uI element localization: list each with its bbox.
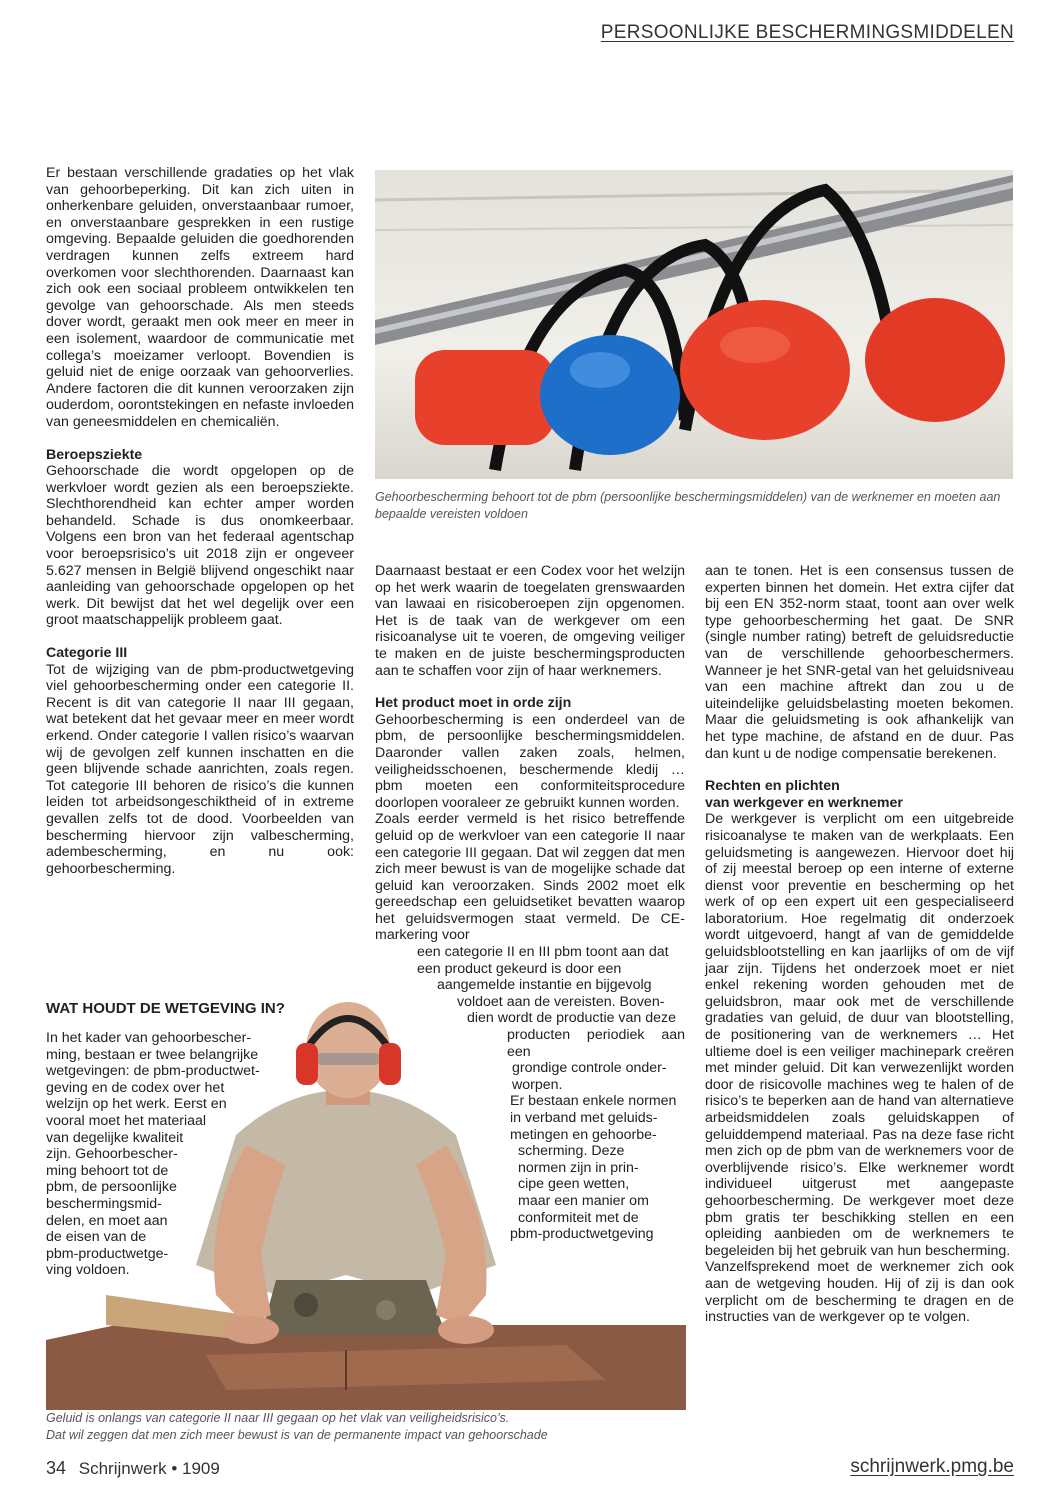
heading-rechten-1: Rechten en plichten xyxy=(705,778,840,795)
earmuff-red-icon xyxy=(865,298,1005,422)
product-line: aangemelde instantie en bijgevolg xyxy=(437,977,652,994)
wetgeving-line: vooral moet het materiaal xyxy=(46,1112,207,1129)
heading-categorie: Categorie III xyxy=(46,645,128,662)
product-line: normen zijn in prin- xyxy=(518,1159,639,1176)
wetgeving-line: beschermingsmid- xyxy=(46,1195,162,1212)
product-line: een categorie II en III pbm toont aan dat xyxy=(417,944,669,961)
wetgeving-text xyxy=(46,1030,282,1279)
product-line: maar een manier om xyxy=(518,1192,649,1209)
wetgeving-line: de eisen van de xyxy=(46,1229,147,1246)
wetgeving-line: van degelijke kwaliteit xyxy=(46,1129,184,1146)
wetgeving-line: ming, bestaan er twee belangrijke xyxy=(46,1046,259,1063)
column-left xyxy=(46,165,354,877)
product-line: in verband met geluids- xyxy=(510,1110,658,1126)
wetgeving-line: In het kader van gehoorbescher- xyxy=(46,1030,252,1046)
product-line: grondige controle onder- xyxy=(512,1060,667,1077)
wetgeving-line: wetgevingen: de pbm-productwet- xyxy=(46,1063,260,1080)
website-link[interactable]: schrijnwerk.pmg.be xyxy=(850,1456,1014,1477)
wetgeving-line: pbm, de persoonlijke xyxy=(46,1179,177,1196)
product-line: conformiteit met de xyxy=(518,1209,639,1226)
paragraph-beroepsziekte: Gehoorschade die wordt opgelopen op de werkvloer wordt gezien als een beroepsziekte. Slechthorendheid kan echter amper worden behandeld. Schade is dus onomkeerbaar. Volgens een bron van het federaal agentschap voor beroepsrisico’s uit 2018 zijn er ongeveer 5.627 mensen in België blijvend ongeschikt naar aanleiding van gehoorschade opgelopen op het werk. Dit bewijst dat het wel degelijk over een groot maatschappelijk probleem gaat. xyxy=(46,463,354,629)
earmuff-red-icon xyxy=(415,350,555,445)
product-line: scherming. Deze xyxy=(518,1143,625,1160)
product-line: voldoet aan de vereisten. Boven- xyxy=(457,993,665,1010)
paragraph-rechten: De werkgever is verplicht om een uitgebreide risicoanalyse te maken van de werkplaats. Een geluidsmeting is aangewezen. Hiervoor doet hij of zij meestal beroep op een interne of externe dienst voor preventie en bescherming op het werk of op een expert uit een gespecialiseerd laboratorium. Hoe regelmatig dit onderzoek wordt uitgevoerd, hangt af van de gemiddelde geluidsblootstelling en kan jaarlijks of om de vijf jaar zijn. Tijdens het onderzoek moet er niet enkel rekening worden gehouden met de geluidsbron, maar ook met de verschillende gradaties van geluid, de duur van blootstelling, de positionering van de werknemers … Het ultieme doel is een veiliger machinepark creëren met minder geluid. Dit kan verwezenlijkt worden door de risicovolle machines weg te halen of de risico’s te beperken aan de hand van alternatieve arbeidsmiddelen zoals geluidskappen of geluiddempend materiaal. Pas na deze fase richt men zich op de pbm van de werknemers voor de overblijvende risico’s. Elke werknemer wordt individueel uitgerust met aangepaste gehoorbescherming. De werkgever moet deze pbm gratis ter beschikking stellen en een opleiding aanbieden om de werknemers te begeleiden bij het gebruik van hun bescherming. xyxy=(705,811,1014,1259)
product-line: cipe geen wetten, xyxy=(518,1176,630,1193)
paragraph-product: Gehoorbescherming is een onderdeel van de pbm, de persoonlijke beschermingsmiddelen. Daaronder vallen zaken zoals, helmen, veiligheidsschoenen, beschermende kledij … pbm moeten een conformiteitsprocedure doorlopen vooraleer ze gebruikt kunnen worden. xyxy=(375,711,685,811)
paragraph-product-2: Zoals eerder vermeld is het risico betreffende geluid op de werkvloer van een categorie II naar een categorie III gegaan. Dat wil zeggen dat men zich meer bewust is van de mogelijke schade dat geluid kan veroorzaken. Sinds 2002 moet elk gereedschap een geluidsetiket bevatten waarop het geluidsvermogen staat vermeld. De CE-markering voor xyxy=(375,811,685,944)
footer-left xyxy=(46,1458,220,1479)
wetgeving-line: ving voldoen. xyxy=(46,1262,130,1279)
wetgeving-line: delen, en moet aan xyxy=(46,1212,168,1229)
column-middle xyxy=(375,563,685,1243)
wetgeving-line: zijn. Gehoorbescher- xyxy=(46,1146,178,1163)
paragraph-codex: Daarnaast bestaat er een Codex voor het welzijn op het werk waarin de toegelaten grenswaarden van lawaai en risicoberoepen zijn opgenomen. Het is de taak van de werkgever om een risicoanalyse uit te voeren, de omgeving veiliger te maken en de juiste beschermingsproducten aan te schaffen voor zijn of haar werknemers. xyxy=(375,563,685,679)
section-header: PERSOONLIJKE BESCHERMINGSMIDDELEN xyxy=(600,22,1014,43)
wetgeving-line: geving en de codex over het xyxy=(46,1079,225,1096)
product-line: worpen. xyxy=(512,1076,563,1093)
product-line: dien wordt de productie van deze xyxy=(467,1010,677,1027)
wetgeving-line: ming behoort tot de xyxy=(46,1162,169,1179)
paragraph-snr: aan te tonen. Het is een consensus tussen de experten binnen het domein. Het extra cijfer dat bij een EN 352-norm staat, toont aan over welk type gehoorbescherming het gaat. De SNR (single number rating) betreft de geluidsreductie van de verschillende gehoorbeschermers. Wanneer je het SNR-getal van het geluidsniveau van een machine aftrekt dan zou u de uiteindelijke geluidsbelasting moeten bekomen. Maar die geluidsmeting is ook afhankelijk van het type machine, de afstand en de duur. Pas dan kunt u de nodige compensatie berekenen. xyxy=(705,563,1014,762)
caption-bottom-line: Dat wil zeggen dat men zich meer bewust is van de permanente impact van gehoorschade xyxy=(46,1428,548,1442)
heading-product: Het product moet in orde zijn xyxy=(375,695,572,712)
paragraph-categorie: Tot de wijziging van de pbm-productwetgeving viel gehoorbescherming onder een categorie II. Recent is dit van categorie II naar III gegaan, wat betekent dat het gevaar meer en meer wordt erkend. Onder categorie I vallen risico’s waarvan wij de gevolgen zelf kunnen inschatten en die geen blijvende schade aanrichten, zoals regen. Tot categorie III behoren de risico’s die kunnen leiden tot arbeidsongeschiktheid of in extreme gevallen zelfs tot de dood. Voorbeelden van bescherming hiervoor zijn valbescherming, adembescherming, en nu ook: gehoorbescherming. xyxy=(46,661,354,877)
product-line: producten periodiek aan een xyxy=(507,1027,685,1060)
column-right xyxy=(705,563,1014,1326)
magazine-issue: Schrijnwerk • 1909 xyxy=(78,1459,220,1478)
product-line: een product gekeurd is door een xyxy=(417,960,622,977)
product-line: metingen en gehoorbe- xyxy=(510,1126,657,1143)
earmuff-left-icon xyxy=(296,1043,318,1085)
wetgeving-line: welzijn op het werk. Eerst en xyxy=(46,1096,227,1113)
earmuff-red-icon xyxy=(680,300,850,440)
paragraph-rechten-2: Vanzelfsprekend moet de werknemer zich ook aan de wetgeving houden. Hij of zij is dan ook verplicht om de bescherming te dragen en de instructies van de werkgever op te volgen. xyxy=(705,1259,1014,1326)
earmuffs-photo xyxy=(375,170,1013,479)
page-number: 34 xyxy=(46,1458,67,1478)
intro-paragraph: Er bestaan verschillende gradaties op het vlak van gehoorbeperking. Dit kan zich uiten in onherkenbare geluiden, onverstaanbaar rumoer, en onverstaanbare gesprekken in een rustige omgeving. Bepaalde geluiden die goedhorenden verdragen kunnen zelfs extreem hard overkomen voor slechthorenden. Daarnaast kan zich ook een sociaal probleem ontwikkelen ten gevolge van gehoorschade. Als men steeds dover wordt, geraakt men ook meer en meer in een isolement, waardoor de communicatie met collega’s moeizamer verloopt. Bovendien is geluid niet de enige oorzaak van gehoorverlies. Andere factoren die dit kunnen veroorzaken zijn ouderdom, oorontstekingen en nefaste invloeden van geneesmiddelen en chemicaliën. xyxy=(46,165,354,430)
product-line: pbm-productwetgeving xyxy=(510,1226,654,1243)
wetgeving-line: pbm-productwetge- xyxy=(46,1245,169,1262)
caption-bottom-line: Geluid is onlangs van categorie II naar III gegaan op het vlak van veiligheidsrisico’s. xyxy=(46,1411,510,1425)
heading-rechten-2: van werkgever en werknemer xyxy=(705,794,903,811)
caption-top: Gehoorbescherming behoort tot de pbm (persoonlijke beschermingsmiddelen) van de werknemer en moeten aan bepaalde vereisten voldoen xyxy=(375,490,1001,521)
earmuff-blue-icon xyxy=(540,335,680,455)
product-line: Er bestaan enkele normen xyxy=(510,1093,677,1110)
caption-bottom xyxy=(46,1410,646,1444)
heading-beroepsziekte: Beroepsziekte xyxy=(46,446,143,463)
heading-wetgeving: WAT HOUDT DE WETGEVING IN? xyxy=(46,1000,285,1017)
